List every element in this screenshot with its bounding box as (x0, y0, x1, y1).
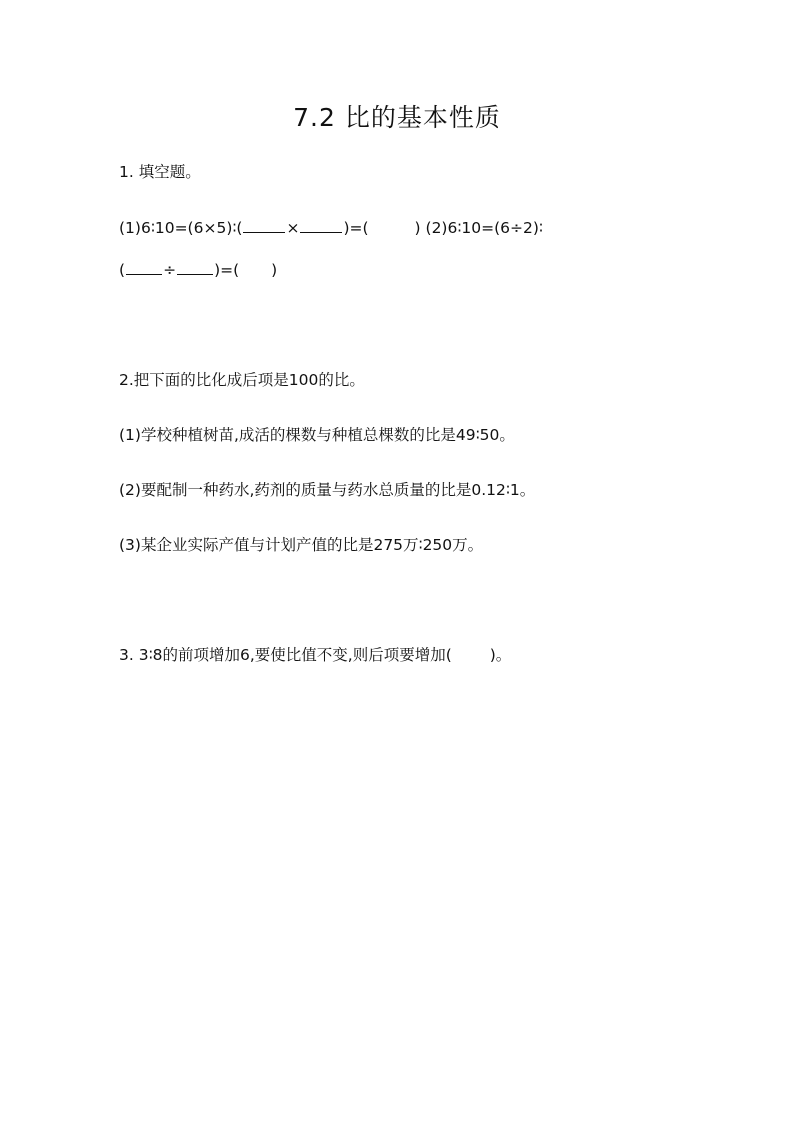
answer-blank[interactable] (177, 258, 213, 275)
divide-sign: ÷ (163, 261, 177, 279)
q1-line1-part-b: )=( (343, 219, 369, 237)
q1-line1-part-a: (1)6∶10=(6×5)∶( (119, 219, 243, 237)
q1-heading: 1. 填空题。 (119, 163, 201, 181)
answer-blank[interactable] (126, 258, 162, 275)
q2-item-2: (2)要配制一种药水,药剂的质量与药水总质量的比是0.12∶1。 (119, 481, 536, 499)
q3-text-b: )。 (489, 646, 512, 664)
q2-item-1: (1)学校种植树苗,成活的棵数与种植总棵数的比是49∶50。 (119, 426, 515, 444)
q1-line-1 (119, 216, 543, 240)
q3-line (119, 643, 511, 667)
q1-line1-part-c: ) (2)6∶10=(6÷2)∶ (414, 219, 543, 237)
q1-line2-open: ( (119, 261, 126, 279)
q2-item-3: (3)某企业实际产值与计划产值的比是275万∶250万。 (119, 536, 484, 554)
q1-line2-close: ) (271, 261, 278, 279)
q1-line-2 (119, 258, 277, 282)
q2-heading: 2.把下面的比化成后项是100的比。 (119, 371, 365, 389)
page-title: 7.2 比的基本性质 (293, 103, 501, 132)
q3-text-a: 3. 3∶8的前项增加6,要使比值不变,则后项要增加( (119, 646, 452, 664)
answer-blank[interactable] (243, 216, 285, 233)
times-sign: × (286, 219, 300, 237)
answer-blank[interactable] (300, 216, 342, 233)
q1-line2-part-b: )=( (214, 261, 240, 279)
